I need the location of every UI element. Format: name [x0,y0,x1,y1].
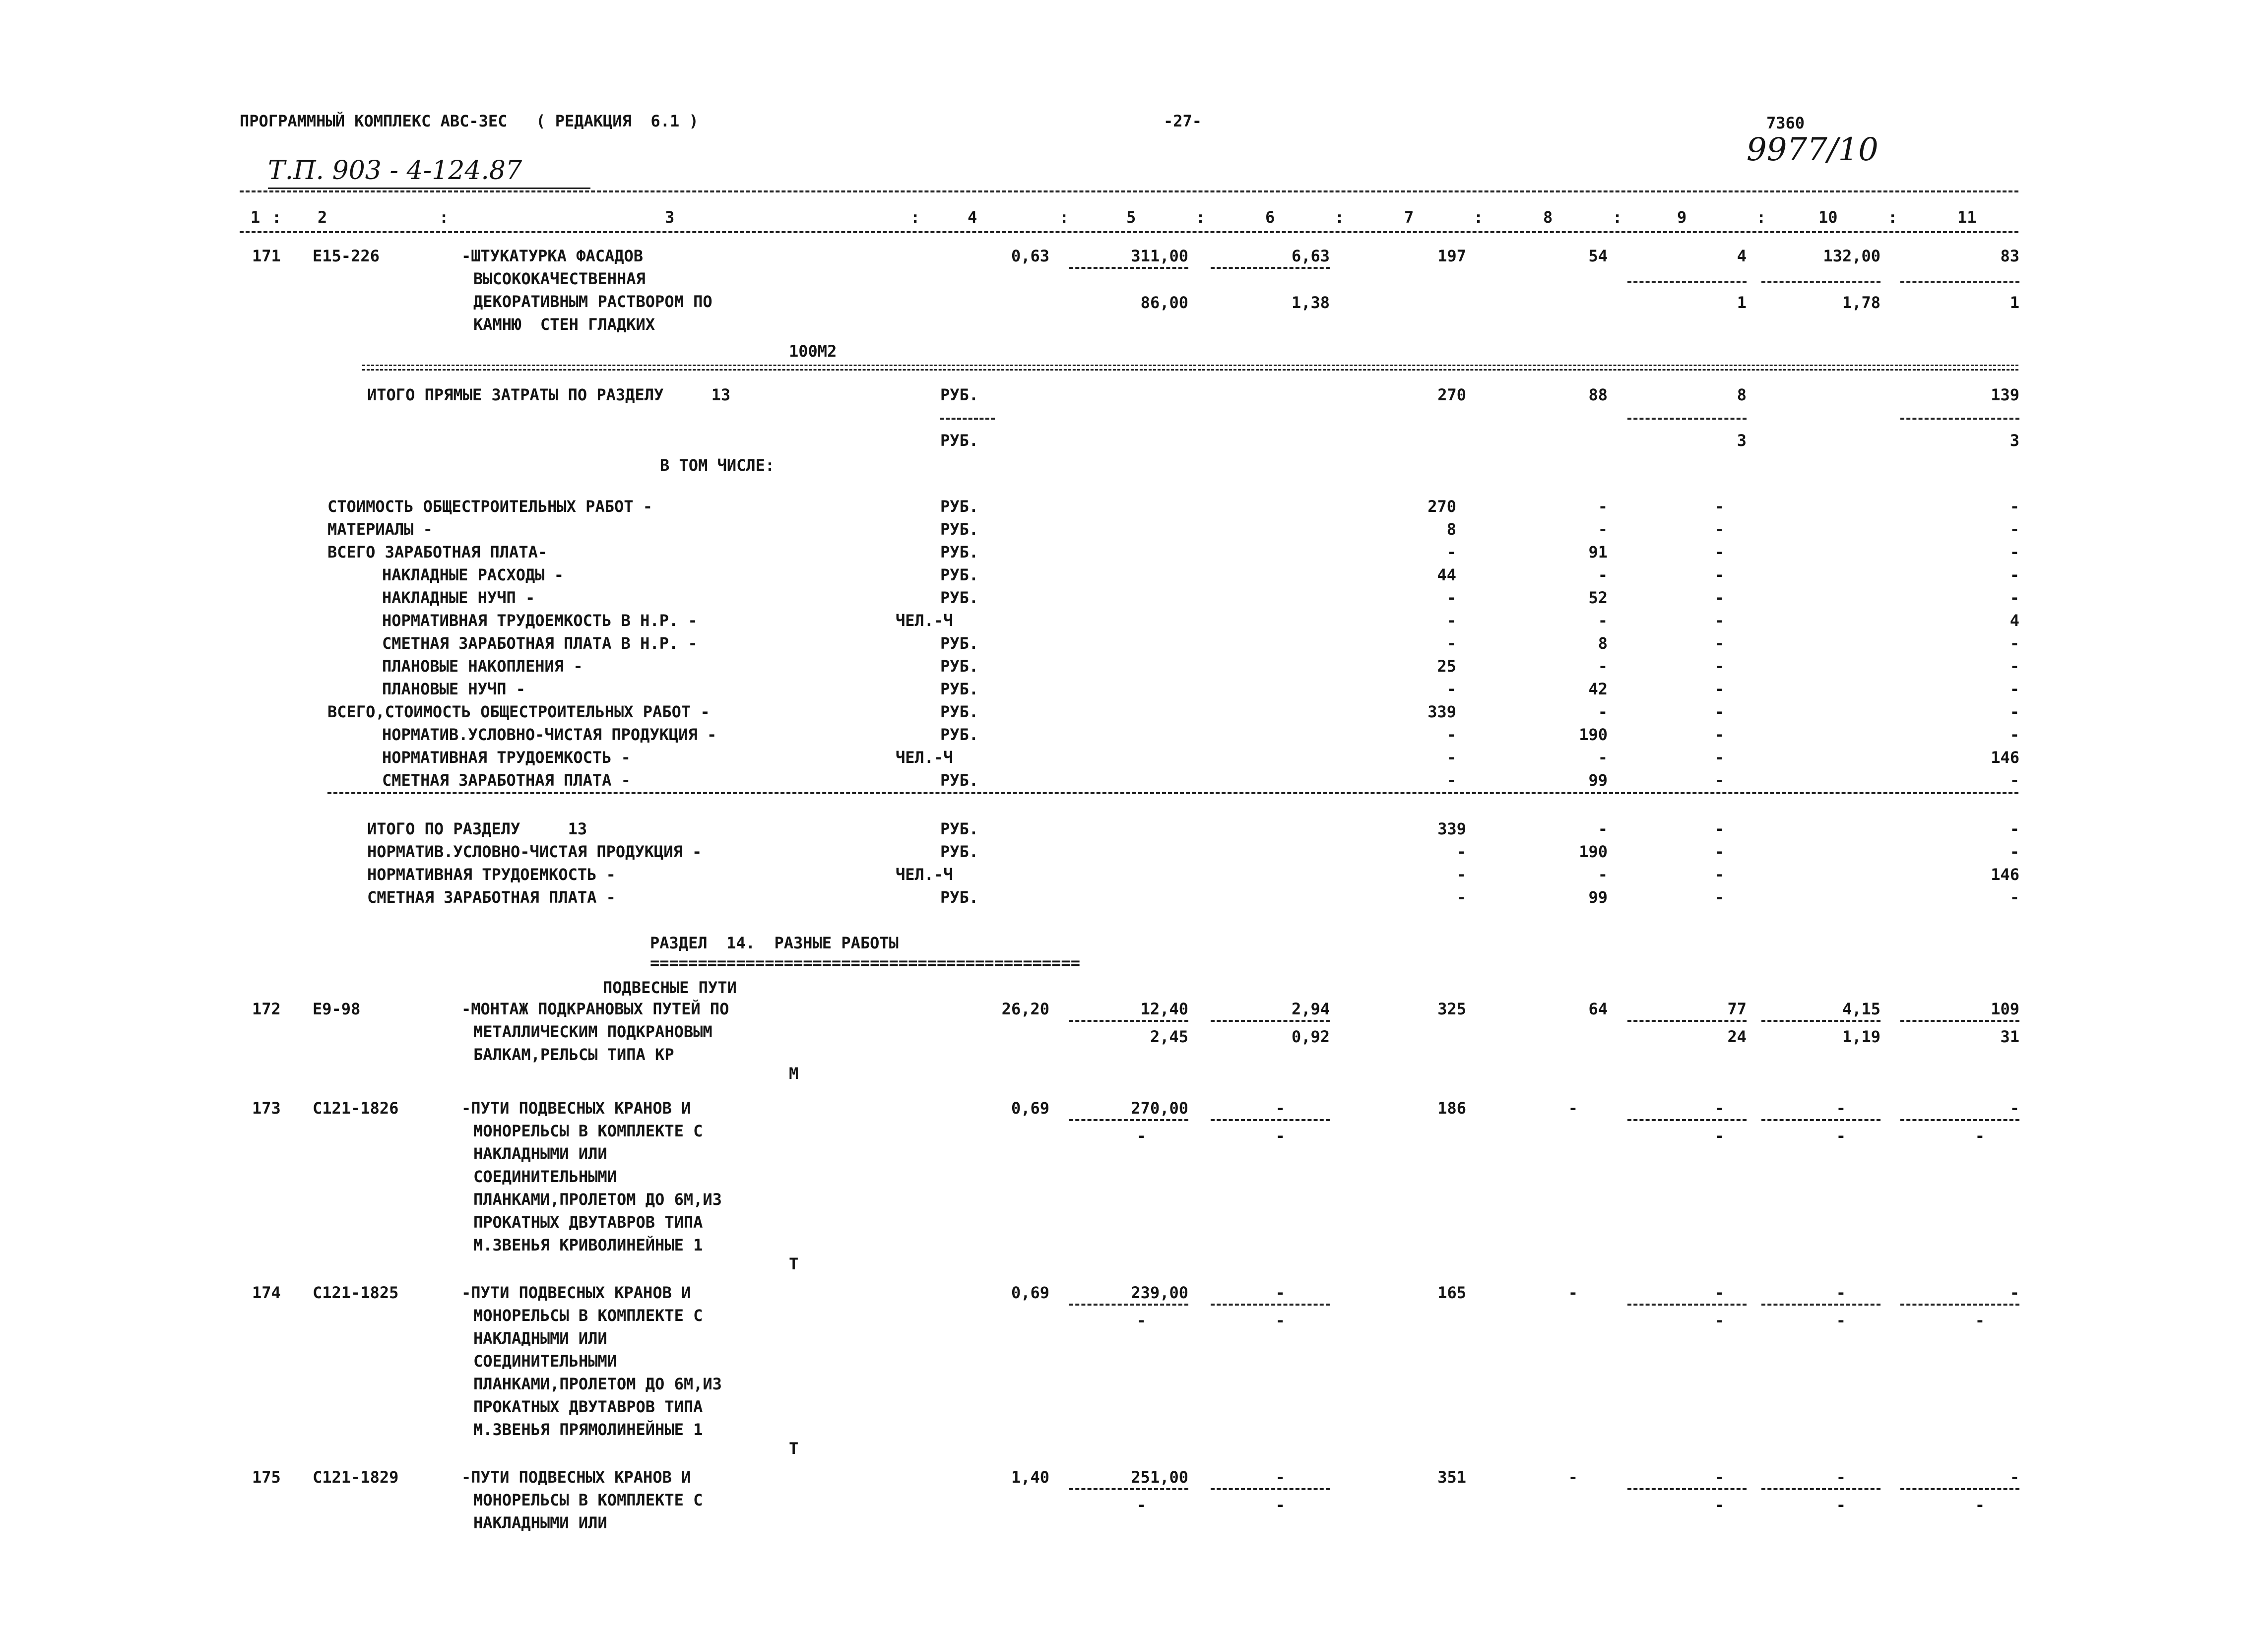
unit: РУБ. [940,497,979,516]
cell-c7: - [1446,771,1456,790]
column-separator: : [910,208,920,227]
cell-underline [1900,1488,2019,1490]
cell-c8: 64 [1588,1000,1608,1018]
cell-c11: 3 [2009,431,2019,450]
cell-c11: 139 [1991,385,2019,404]
cell-c8: 54 [1588,247,1608,265]
unit: РУБ. [940,565,979,584]
cell-c9: - [1714,680,1724,698]
cell-c5b: - [1136,1311,1146,1330]
cell-c7: 339 [1427,702,1456,721]
cell-underline [1069,1304,1188,1306]
unit: РУБ. [940,543,979,562]
cell-underline [1069,267,1188,269]
cell-c7: 186 [1437,1099,1466,1118]
cell-c8: - [1598,520,1608,539]
cell-c9: - [1714,842,1724,861]
cell-c11: - [2009,771,2019,790]
cell-underline [1761,281,1880,283]
cell-underline [1900,1304,2019,1306]
item-description: СОЕДИНИТЕЛЬНЫМИ [473,1352,617,1371]
cell-c9: - [1714,657,1724,676]
cell-c4: 26,20 [1001,1000,1049,1018]
cell-c6: 6,63 [1291,247,1330,265]
item-description: -ПУТИ ПОДВЕСНЫХ КРАНОВ И [461,1283,691,1302]
item-number: 172 [252,1000,281,1018]
item-unit: 100М2 [789,342,837,361]
cell-c7: 44 [1437,565,1456,584]
breakdown-label: НОРМАТИВ.УСЛОВНО-ЧИСТАЯ ПРОДУКЦИЯ - [382,725,717,744]
unit: ЧЕЛ.-Ч [896,611,953,630]
item-description: НАКЛАДНЫМИ ИЛИ [473,1144,607,1163]
cell-c9: - [1714,748,1724,767]
item-description: -ШТУКАТУРКА ФАСАДОВ [461,247,644,265]
cell-c4: 0,69 [1011,1099,1049,1118]
cell-c9: - [1714,771,1724,790]
item-description: ПРОКАТНЫХ ДВУТАВРОВ ТИПА [473,1213,703,1232]
summary-label: СМЕТНАЯ ЗАРАБОТНАЯ ПЛАТА - [367,888,616,907]
cell-c9: - [1714,1099,1724,1118]
cell-c10b: - [1836,1311,1846,1330]
column-separator: : [439,208,449,227]
item-unit: Т [789,1439,799,1458]
cell-underline [1900,1020,2019,1022]
cell-c11: - [2009,888,2019,907]
cell-c11: - [2009,657,2019,676]
unit: РУБ. [940,819,979,838]
cell-underline [1900,1119,2019,1121]
cell-c9: - [1714,497,1724,516]
cell-underline [1211,1488,1330,1490]
cell-c11b: - [1975,1496,1985,1514]
unit: РУБ. [940,842,979,861]
cell-c8: - [1598,657,1608,676]
cell-c11b: 31 [2000,1027,2019,1046]
cell-underline [1069,1020,1188,1022]
item-unit: Т [789,1254,799,1273]
cell-c8: - [1598,819,1608,838]
cell-underline [1761,1488,1880,1490]
cell-c7: 270 [1437,385,1466,404]
column-number: 2 [318,208,327,227]
cell-c11: - [2009,702,2019,721]
cell-underline [1069,1119,1188,1121]
program-title: ПРОГРАММНЫЙ КОМПЛЕКС АВС-ЗЕС ( РЕДАКЦИЯ 6.1 ) [240,112,699,130]
column-separator: : [1613,208,1622,227]
item-code: Е9-98 [313,1000,361,1018]
cell-c7: 25 [1437,657,1456,676]
unit: РУБ. [940,680,979,698]
item-description: МОНОРЕЛЬСЫ В КОМПЛЕКТЕ С [473,1491,703,1509]
cell-c9: - [1714,588,1724,607]
cell-c9: - [1714,888,1724,907]
column-number: 5 [1126,208,1136,227]
cell-c4: 1,40 [1011,1468,1049,1487]
doc-code: 7360 [1766,114,1805,132]
cell-c11b: - [1975,1127,1985,1145]
cell-c11: 83 [2000,247,2019,265]
item-number: 175 [252,1468,281,1487]
cell-c11: 4 [2009,611,2019,630]
section-total-label: ИТОГО ПРЯМЫЕ ЗАТРАТЫ ПО РАЗДЕЛУ 13 [367,385,731,404]
item-description: ПЛАНКАМИ,ПРОЛЕТОМ ДО 6М,ИЗ [473,1190,722,1209]
breakdown-label: ВСЕГО,СТОИМОСТЬ ОБЩЕСТРОИТЕЛЬНЫХ РАБОТ - [327,702,710,721]
cell-c5b: - [1136,1127,1146,1145]
cell-c8: 190 [1579,725,1608,744]
cell-c5: 311,00 [1131,247,1188,265]
item-description: МОНОРЕЛЬСЫ В КОМПЛЕКТЕ С [473,1306,703,1325]
section-subtitle: ПОДВЕСНЫЕ ПУТИ [603,978,737,997]
cell-c6: - [1275,1468,1285,1487]
cell-c11: - [2009,680,2019,698]
item-description: НАКЛАДНЫМИ ИЛИ [473,1513,607,1532]
breakdown-label: НАКЛАДНЫЕ РАСХОДЫ - [382,565,564,584]
cell-c7: - [1456,842,1466,861]
cell-c8: - [1598,748,1608,767]
cell-c8: - [1568,1099,1578,1118]
cell-c5: 12,40 [1140,1000,1188,1018]
unit: РУБ. [940,634,979,653]
cell-c7: - [1456,865,1466,884]
cell-c9: - [1714,702,1724,721]
cell-c7: 197 [1437,247,1466,265]
cell-c8: - [1598,565,1608,584]
unit: РУБ. [940,588,979,607]
item-description: БАЛКАМ,РЕЛЬСЫ ТИПА КР [473,1045,674,1064]
column-separator: : [1888,208,1898,227]
item-description: ВЫСОКОКАЧЕСТВЕННАЯ [473,269,646,288]
item-description: -МОНТАЖ ПОДКРАНОВЫХ ПУТЕЙ ПО [461,1000,729,1018]
page-number: -27- [1164,112,1202,130]
cell-c5: 251,00 [1131,1468,1188,1487]
cell-c8: 99 [1588,888,1608,907]
cell-underline [1761,1119,1880,1121]
item-description: СОЕДИНИТЕЛЬНЫМИ [473,1167,617,1186]
cell-c8: - [1598,497,1608,516]
item-code: С121-1826 [313,1099,399,1118]
cell-underline [1211,1020,1330,1022]
cell-c9: - [1714,520,1724,539]
cell-c7: - [1456,888,1466,907]
inventory-number: 9977/10 [1747,131,1879,168]
cell-underline [1627,1304,1747,1306]
cell-c11: - [2009,842,2019,861]
item-description: ПЛАНКАМИ,ПРОЛЕТОМ ДО 6М,ИЗ [473,1375,722,1393]
cell-c9: - [1714,1283,1724,1302]
cell-c10b: - [1836,1496,1846,1514]
section-title-underline: ============================================= [650,953,1080,972]
cell-underline [1069,1488,1188,1490]
item-number: 174 [252,1283,281,1302]
unit: РУБ. [940,385,979,404]
cell-c11: 146 [1991,748,2019,767]
cell-c6b: 1,38 [1291,293,1330,312]
unit: РУБ. [940,520,979,539]
cell-c7: 8 [1446,520,1456,539]
column-number: 9 [1677,208,1687,227]
item-description: М.ЗВЕНЬЯ ПРЯМОЛИНЕЙНЫЕ 1 [473,1420,703,1439]
unit: ЧЕЛ.-Ч [896,748,953,767]
cell-c9: - [1714,611,1724,630]
cell-c7: - [1446,634,1456,653]
cell-c9: 3 [1737,431,1747,450]
column-separator: : [272,208,282,227]
item-number: 171 [252,247,281,265]
column-number: 6 [1265,208,1275,227]
cell-c7: - [1446,680,1456,698]
cell-c9b: - [1714,1496,1724,1514]
cell-c7: - [1446,611,1456,630]
cell-c8: 190 [1579,842,1608,861]
including-label: В ТОМ ЧИСЛЕ: [660,456,775,475]
column-number: 11 [1957,208,1977,227]
cell-underline [1900,281,2019,283]
cell-c7: 339 [1437,819,1466,838]
unit: РУБ. [940,657,979,676]
item-code: Е15-226 [313,247,380,265]
breakdown-label: СМЕТНАЯ ЗАРАБОТНАЯ ПЛАТА - [382,771,631,790]
cell-underline [1627,1020,1747,1022]
cell-c8: 52 [1588,588,1608,607]
unit: РУБ. [940,702,979,721]
project-underline [268,188,590,189]
cell-c9b: 1 [1737,293,1747,312]
cell-underline [1211,1119,1330,1121]
cell-c11: - [2009,634,2019,653]
breakdown-label: ПЛАНОВЫЕ НУЧП - [382,680,525,698]
cell-c9b: 24 [1727,1027,1747,1046]
summary-label: НОРМАТИВНАЯ ТРУДОЕМКОСТЬ - [367,865,616,884]
item-description: ДЕКОРАТИВНЫМ РАСТВОРОМ ПО [473,292,713,311]
cell-c10: 4,15 [1842,1000,1880,1018]
cell-c11: - [2009,1283,2019,1302]
cell-c9b: - [1714,1127,1724,1145]
cell-c10: - [1836,1468,1846,1487]
cell-c11: - [2009,565,2019,584]
cell-c11: 146 [1991,865,2019,884]
cell-c8: - [1568,1468,1578,1487]
summary-label: НОРМАТИВ.УСЛОВНО-ЧИСТАЯ ПРОДУКЦИЯ - [367,842,702,861]
breakdown-label: НАКЛАДНЫЕ НУЧП - [382,588,535,607]
cell-c11: - [2009,725,2019,744]
cell-c8: 88 [1588,385,1608,404]
section-title: РАЗДЕЛ 14. РАЗНЫЕ РАБОТЫ [650,934,899,952]
cell-c5b: 86,00 [1140,293,1188,312]
cell-c6b: - [1275,1127,1285,1145]
cell-c11: - [2009,588,2019,607]
cell-c9: - [1714,725,1724,744]
item-number: 173 [252,1099,281,1118]
cell-c10b: - [1836,1127,1846,1145]
unit: ЧЕЛ.-Ч [896,865,953,884]
cell-c6b: - [1275,1311,1285,1330]
cell-underline [1627,1488,1747,1490]
header-rule-bottom [240,231,2018,233]
item-separator [362,365,2018,372]
cell-c5: 239,00 [1131,1283,1188,1302]
cell-c5: 270,00 [1131,1099,1188,1118]
item-description: -ПУТИ ПОДВЕСНЫХ КРАНОВ И [461,1468,691,1487]
cell-c7: 165 [1437,1283,1466,1302]
cell-c11: 109 [1991,1000,2019,1018]
unit: РУБ. [940,771,979,790]
cell-c8: 8 [1598,634,1608,653]
cell-c7: - [1446,543,1456,562]
cell-underline [1900,418,2019,420]
cell-underline [1627,281,1747,283]
cell-underline [1627,1119,1747,1121]
item-code: С121-1825 [313,1283,399,1302]
breakdown-label: ПЛАНОВЫЕ НАКОПЛЕНИЯ - [382,657,583,676]
cell-c6: - [1275,1283,1285,1302]
cell-c9b: - [1714,1311,1724,1330]
unit: РУБ. [940,431,979,450]
cell-c8: 91 [1588,543,1608,562]
cell-underline [1761,1020,1880,1022]
cell-c10: 132,00 [1823,247,1880,265]
cell-c7: - [1446,748,1456,767]
cell-c9: - [1714,634,1724,653]
item-description: НАКЛАДНЫМИ ИЛИ [473,1329,607,1348]
cell-c9: - [1714,1468,1724,1487]
column-separator: : [1196,208,1206,227]
cell-c9: - [1714,819,1724,838]
breakdown-label: МАТЕРИАЛЫ - [327,520,433,539]
cell-c11b: 1 [2009,293,2019,312]
item-description: -ПУТИ ПОДВЕСНЫХ КРАНОВ И [461,1099,691,1118]
cell-c8: - [1598,865,1608,884]
breakdown-label: СТОИМОСТЬ ОБЩЕСТРОИТЕЛЬНЫХ РАБОТ - [327,497,653,516]
cell-underline [1627,418,1747,420]
cell-c7: 351 [1437,1468,1466,1487]
cell-c11: - [2009,543,2019,562]
cell-c7: 270 [1427,497,1456,516]
cell-c9: - [1714,865,1724,884]
cell-c10: - [1836,1283,1846,1302]
cell-c8: 42 [1588,680,1608,698]
cell-c9: - [1714,543,1724,562]
item-description: М.ЗВЕНЬЯ КРИВОЛИНЕЙНЫЕ 1 [473,1236,703,1254]
cell-c9: 77 [1727,1000,1747,1018]
column-separator: : [1474,208,1484,227]
cell-c7: - [1446,588,1456,607]
cell-c8: - [1568,1283,1578,1302]
breakdown-label: ВСЕГО ЗАРАБОТНАЯ ПЛАТА- [327,543,548,562]
item-unit: М [789,1064,799,1083]
cell-c8: 99 [1588,771,1608,790]
cell-c7: 325 [1437,1000,1466,1018]
cell-c10b: 1,78 [1842,293,1880,312]
cell-c11: - [2009,819,2019,838]
cell-c11: - [2009,1468,2019,1487]
column-number: 4 [968,208,977,227]
cell-underline [1211,267,1330,269]
column-number: 10 [1818,208,1838,227]
cell-c8: - [1598,702,1608,721]
cell-c5b: - [1136,1496,1146,1514]
breakdown-label: СМЕТНАЯ ЗАРАБОТНАЯ ПЛАТА В Н.Р. - [382,634,698,653]
cell-c11: - [2009,520,2019,539]
item-description: КАМНЮ СТЕН ГЛАДКИХ [473,315,655,334]
cell-c10: - [1836,1099,1846,1118]
unit-underline [940,418,995,420]
cell-underline [1761,1304,1880,1306]
cell-c5b: 2,45 [1150,1027,1188,1046]
summary-label: ИТОГО ПО РАЗДЕЛУ 13 [367,819,587,838]
cell-c11: - [2009,1099,2019,1118]
column-number: 3 [665,208,675,227]
cell-c6b: - [1275,1496,1285,1514]
header-rule-top [240,190,2018,192]
item-description: МЕТАЛЛИЧЕСКИМ ПОДКРАНОВЫМ [473,1022,713,1041]
column-separator: : [1059,208,1069,227]
item-code: С121-1829 [313,1468,399,1487]
cell-c4: 0,69 [1011,1283,1049,1302]
item-description: ПРОКАТНЫХ ДВУТАВРОВ ТИПА [473,1397,703,1416]
column-number: 8 [1543,208,1553,227]
breakdown-rule [327,792,2018,794]
cell-c9: 4 [1737,247,1747,265]
cell-c6: - [1275,1099,1285,1118]
cell-c6: 2,94 [1291,1000,1330,1018]
item-description: МОНОРЕЛЬСЫ В КОМПЛЕКТЕ С [473,1122,703,1140]
cell-c6b: 0,92 [1291,1027,1330,1046]
cell-c9: 8 [1737,385,1747,404]
cell-c8: - [1598,611,1608,630]
cell-c4: 0,63 [1011,247,1049,265]
cell-underline [1211,1304,1330,1306]
column-separator: : [1335,208,1345,227]
breakdown-label: НОРМАТИВНАЯ ТРУДОЕМКОСТЬ В Н.Р. - [382,611,698,630]
cell-c11b: - [1975,1311,1985,1330]
column-number: 7 [1404,208,1414,227]
cell-c11: - [2009,497,2019,516]
column-number: 1 [251,208,260,227]
cell-c10b: 1,19 [1842,1027,1880,1046]
cell-c7: - [1446,725,1456,744]
project-code: Т.П. 903 - 4-124.87 [268,156,522,186]
column-separator: : [1756,208,1766,227]
cell-c9: - [1714,565,1724,584]
unit: РУБ. [940,888,979,907]
unit: РУБ. [940,725,979,744]
breakdown-label: НОРМАТИВНАЯ ТРУДОЕМКОСТЬ - [382,748,631,767]
